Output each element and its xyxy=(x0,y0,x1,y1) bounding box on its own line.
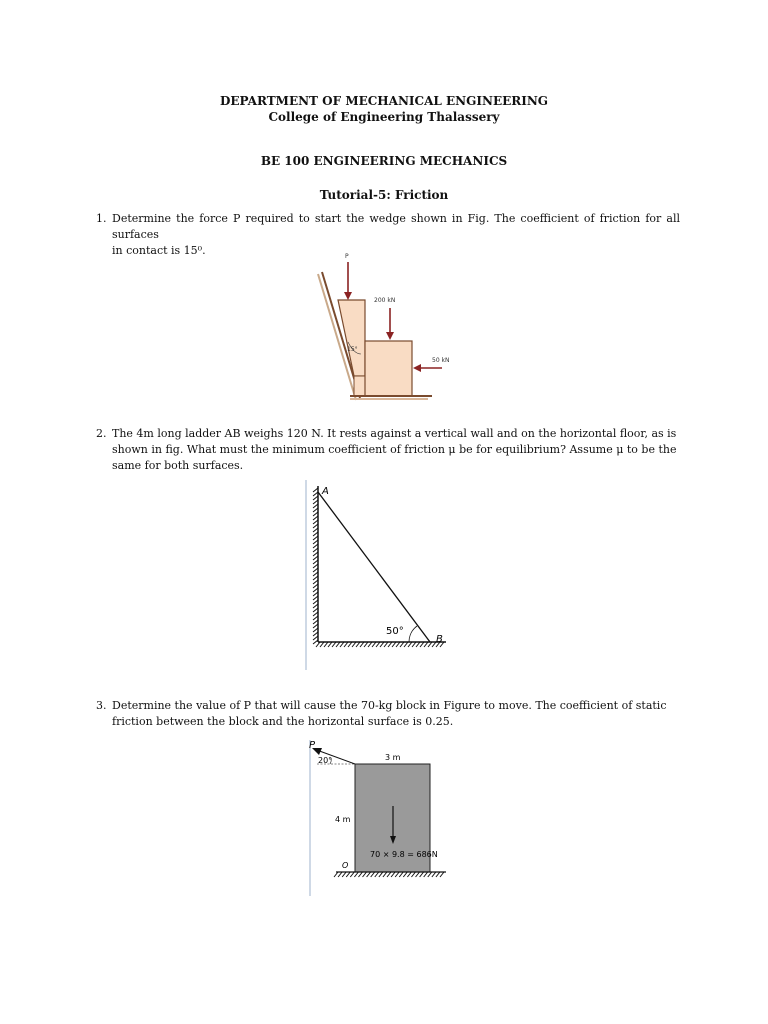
horizontal-force-label: 50 kN xyxy=(432,357,450,364)
hatch-line xyxy=(358,872,362,877)
question-text-line: shown in fig. What must the minimum coefficient of friction μ be for equilibrium? Assume μ to be the xyxy=(112,443,677,456)
point-a-label: A xyxy=(322,486,329,497)
department-title: DEPARTMENT OF MECHANICAL ENGINEERING xyxy=(219,94,549,108)
width-label: 3 m xyxy=(385,753,401,762)
angle-label: 20° xyxy=(318,756,333,765)
question-text-line: friction between the block and the horizontal surface is 0.25. xyxy=(112,715,454,728)
hatch-line xyxy=(350,872,354,877)
question-2 xyxy=(96,426,680,474)
hatch-line xyxy=(346,872,350,877)
hatch-line xyxy=(440,872,444,877)
hatch-line xyxy=(375,872,379,877)
hatch-line xyxy=(436,872,440,877)
ladder-figure xyxy=(300,480,450,675)
arrow-head-icon xyxy=(344,292,352,300)
angle-label: 15° xyxy=(347,346,358,353)
hatch-line xyxy=(334,872,338,877)
lower-block xyxy=(354,376,365,396)
hatch-line xyxy=(342,872,346,877)
college-name: College of Engineering Thalassery xyxy=(268,110,500,124)
force-p-label: P xyxy=(345,253,349,260)
arrow-head-icon xyxy=(386,332,394,340)
hatch-line xyxy=(420,872,424,877)
question-text-line: same for both surfaces. xyxy=(112,459,244,472)
hatch-line xyxy=(363,872,367,877)
floor-hatching xyxy=(334,872,444,877)
force-p-label: P xyxy=(309,740,316,751)
block xyxy=(365,341,412,396)
question-number: 1. xyxy=(96,212,107,225)
hatch-line xyxy=(395,872,399,877)
tutorial-title: Tutorial-5: Friction xyxy=(319,188,449,202)
angle-arc xyxy=(409,626,417,642)
hatch-line xyxy=(371,872,375,877)
hatch-line xyxy=(428,872,432,877)
question-number: 2. xyxy=(96,427,107,440)
hatch-line xyxy=(432,872,436,877)
question-text-line: Determine the force P required to start the wedge shown in Fig. The coefficient of friction for all surfaces xyxy=(112,212,680,241)
hatch-line xyxy=(354,872,358,877)
hatch-line xyxy=(403,872,407,877)
block-figure xyxy=(300,736,450,898)
hatch-line xyxy=(416,872,420,877)
corner-o-label: O xyxy=(342,861,349,870)
hatch-line xyxy=(399,872,403,877)
hatch-line xyxy=(424,872,428,877)
height-label: 4 m xyxy=(335,815,351,824)
hatch-line xyxy=(379,872,383,877)
hatch-line xyxy=(387,872,391,877)
arrow-head-icon xyxy=(413,364,421,372)
hatch-line xyxy=(411,872,415,877)
hatch-line xyxy=(338,872,342,877)
hatch-line xyxy=(367,872,371,877)
hatch-line xyxy=(407,872,411,877)
load-label: 200 kN xyxy=(374,297,396,304)
course-title: BE 100 ENGINEERING MECHANICS xyxy=(260,154,508,168)
question-3 xyxy=(96,698,680,730)
wedge-figure xyxy=(310,250,460,405)
question-number: 3. xyxy=(96,699,107,712)
weight-label: 70 × 9.8 = 686N xyxy=(370,850,438,859)
hatch-line xyxy=(383,872,387,877)
point-b-label: B xyxy=(436,634,443,645)
angle-label: 50° xyxy=(386,626,404,637)
question-text-line: in contact is 15⁰. xyxy=(112,244,206,257)
question-text-line: The 4m long ladder AB weighs 120 N. It rests against a vertical wall and on the horizontal floor, as is xyxy=(112,427,677,440)
ladder xyxy=(318,492,430,642)
question-text-line: Determine the value of P that will cause the 70-kg block in Figure to move. The coefficient of static xyxy=(112,699,667,712)
hatch-line xyxy=(391,872,395,877)
